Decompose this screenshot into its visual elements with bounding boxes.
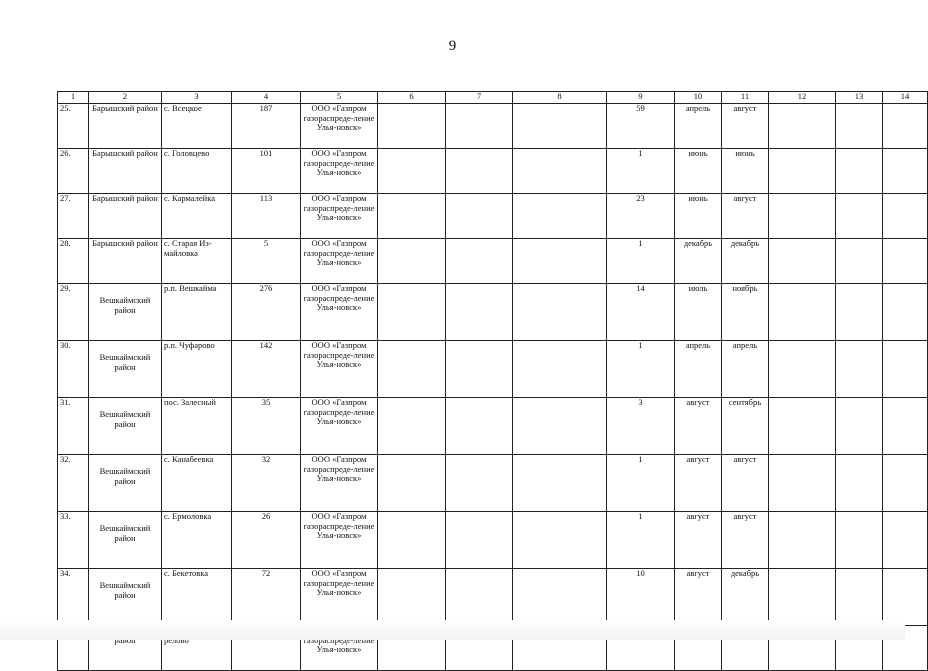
empty-cell-12: [769, 341, 836, 398]
empty-cell-6: [378, 341, 446, 398]
start-month-cell: август: [675, 569, 722, 626]
column-header-3: 3: [162, 92, 232, 104]
empty-cell-8: [513, 398, 607, 455]
empty-cell-13: [836, 239, 883, 284]
organization-cell: ООО «Газпром газораспреде-ление Улья-новск»: [301, 194, 378, 239]
empty-cell-12: [769, 284, 836, 341]
gasification-table: [57, 91, 928, 671]
count-cell: 187: [232, 104, 301, 149]
start-month-cell: июнь: [675, 194, 722, 239]
column-number-row: [58, 92, 928, 104]
empty-cell-13: [836, 455, 883, 512]
district-cell: Барышский район: [89, 149, 162, 194]
empty-cell-6: [378, 104, 446, 149]
empty-cell-8: [513, 284, 607, 341]
column-header-2: 2: [89, 92, 162, 104]
table-row: [58, 569, 928, 626]
empty-cell-13: [836, 398, 883, 455]
settlement-cell: с. Головцево: [162, 149, 232, 194]
count-cell: 101: [232, 149, 301, 194]
column-header-6: 6: [378, 92, 446, 104]
row-number: 30.: [58, 341, 89, 398]
empty-cell-7: [446, 341, 513, 398]
start-month-cell: август: [675, 455, 722, 512]
empty-cell-8: [513, 569, 607, 626]
empty-cell-14: [883, 194, 928, 239]
empty-cell-7: [446, 398, 513, 455]
end-month-cell: сентябрь: [722, 398, 769, 455]
empty-cell-12: [769, 569, 836, 626]
start-month-cell: июль: [675, 284, 722, 341]
organization-cell: ООО «Газпром газораспреде-ление Улья-новск»: [301, 149, 378, 194]
table-row: [58, 512, 928, 569]
organization-cell: ООО «Газпром газораспреде-ление Улья-новск»: [301, 512, 378, 569]
empty-cell-13: [836, 104, 883, 149]
start-month-cell: август: [675, 398, 722, 455]
settlement-cell: с. Канабеевка: [162, 455, 232, 512]
empty-cell-8: [513, 104, 607, 149]
row-number: 34.: [58, 569, 89, 626]
settlement-cell: с. Всецкое: [162, 104, 232, 149]
empty-cell-8: [513, 455, 607, 512]
empty-cell-14: [883, 455, 928, 512]
empty-cell-6: [378, 512, 446, 569]
district-cell: Вешкаймский район: [89, 512, 162, 569]
empty-cell-6: [378, 284, 446, 341]
organization-cell: ООО «Газпром газораспреде-ление Улья-новск»: [301, 239, 378, 284]
empty-cell-14: [883, 512, 928, 569]
column-header-1: 1: [58, 92, 89, 104]
empty-cell-14: [883, 239, 928, 284]
column-header-14: 14: [883, 92, 928, 104]
value-cell-9: 1: [607, 512, 675, 569]
value-cell-9: 14: [607, 284, 675, 341]
column-header-5: 5: [301, 92, 378, 104]
count-cell: 26: [232, 512, 301, 569]
row-number: 31.: [58, 398, 89, 455]
end-month-cell: июнь: [722, 149, 769, 194]
organization-cell: ООО «Газпром газораспреде-ление Улья-новск»: [301, 398, 378, 455]
district-cell: Вешкаймский район: [89, 341, 162, 398]
column-header-4: 4: [232, 92, 301, 104]
value-cell-9: 23: [607, 194, 675, 239]
empty-cell-14: [883, 341, 928, 398]
count-cell: 142: [232, 341, 301, 398]
column-header-11: 11: [722, 92, 769, 104]
empty-cell-6: [378, 149, 446, 194]
district-cell: Вешкаймский район: [89, 398, 162, 455]
empty-cell-6: [378, 455, 446, 512]
settlement-cell: с. Старая Из-майловка: [162, 239, 232, 284]
table-row: [58, 239, 928, 284]
row-number: 28.: [58, 239, 89, 284]
end-month-cell: август: [722, 194, 769, 239]
count-cell: 5: [232, 239, 301, 284]
empty-cell-13: [836, 341, 883, 398]
district-cell: Вешкаймский район: [89, 284, 162, 341]
value-cell-9: 1: [607, 149, 675, 194]
row-number: 27.: [58, 194, 89, 239]
empty-cell-7: [446, 569, 513, 626]
empty-cell-7: [446, 194, 513, 239]
empty-cell-6: [378, 398, 446, 455]
table-row: [58, 104, 928, 149]
settlement-cell: р.п. Вешкайма: [162, 284, 232, 341]
empty-cell-8: [513, 194, 607, 239]
table-row: [58, 341, 928, 398]
value-cell-9: 1: [607, 455, 675, 512]
row-number: 29.: [58, 284, 89, 341]
empty-cell-12: [769, 512, 836, 569]
end-month-cell: декабрь: [722, 239, 769, 284]
value-cell-9: 1: [607, 341, 675, 398]
empty-cell-12: [769, 104, 836, 149]
empty-cell-8: [513, 149, 607, 194]
row-number: 32.: [58, 455, 89, 512]
empty-cell-14: [883, 149, 928, 194]
value-cell-9: 10: [607, 569, 675, 626]
empty-cell-6: [378, 194, 446, 239]
empty-cell-12: [769, 239, 836, 284]
end-month-cell: ноябрь: [722, 284, 769, 341]
empty-cell-6: [378, 569, 446, 626]
end-month-cell: август: [722, 512, 769, 569]
organization-cell: ООО «Газпром газораспреде-ление Улья-новск»: [301, 569, 378, 626]
start-month-cell: апрель: [675, 104, 722, 149]
empty-cell-12: [769, 398, 836, 455]
empty-cell-7: [446, 512, 513, 569]
empty-cell-12: [769, 149, 836, 194]
settlement-cell: с. Кармалейка: [162, 194, 232, 239]
empty-cell-13: [836, 284, 883, 341]
page-number: 9: [448, 38, 457, 54]
empty-cell-7: [446, 149, 513, 194]
table-row: [58, 194, 928, 239]
settlement-cell: р.п. Чуфарово: [162, 341, 232, 398]
empty-cell-14: [883, 284, 928, 341]
settlement-cell: с. Ермоловка: [162, 512, 232, 569]
organization-cell: ООО «Газпром газораспреде-ление Улья-новск»: [301, 455, 378, 512]
value-cell-9: 1: [607, 239, 675, 284]
column-header-13: 13: [836, 92, 883, 104]
empty-cell-7: [446, 104, 513, 149]
end-month-cell: апрель: [722, 341, 769, 398]
empty-cell-7: [446, 239, 513, 284]
district-cell: Барышский район: [89, 239, 162, 284]
empty-cell-8: [513, 341, 607, 398]
row-number: 25.: [58, 104, 89, 149]
end-month-cell: декабрь: [722, 569, 769, 626]
district-cell: Вешкаймский район: [89, 455, 162, 512]
empty-cell-13: [836, 149, 883, 194]
column-header-7: 7: [446, 92, 513, 104]
start-month-cell: апрель: [675, 341, 722, 398]
scan-bottom-edge: [0, 620, 905, 640]
empty-cell-8: [513, 239, 607, 284]
count-cell: 32: [232, 455, 301, 512]
district-cell: Барышский район: [89, 104, 162, 149]
empty-cell-13: [836, 512, 883, 569]
column-header-10: 10: [675, 92, 722, 104]
settlement-cell: пос. Залесный: [162, 398, 232, 455]
district-cell: Барышский район: [89, 194, 162, 239]
empty-cell-13: [836, 569, 883, 626]
count-cell: 276: [232, 284, 301, 341]
end-month-cell: август: [722, 455, 769, 512]
empty-cell-7: [446, 284, 513, 341]
column-header-9: 9: [607, 92, 675, 104]
organization-cell: ООО «Газпром газораспреде-ление Улья-новск»: [301, 341, 378, 398]
table-row: [58, 284, 928, 341]
empty-cell-13: [836, 194, 883, 239]
value-cell-9: 3: [607, 398, 675, 455]
empty-cell-6: [378, 239, 446, 284]
empty-cell-14: [883, 398, 928, 455]
organization-cell: Улья-новск»: [301, 626, 378, 671]
organization-cell: ООО «Газпром газораспреде-ление Улья-новск»: [301, 284, 378, 341]
district-cell: Вешкаймский район: [89, 569, 162, 626]
empty-cell-12: [769, 455, 836, 512]
end-month-cell: август: [722, 104, 769, 149]
start-month-cell: декабрь: [675, 239, 722, 284]
empty-cell-14: [883, 569, 928, 626]
value-cell-9: 59: [607, 104, 675, 149]
start-month-cell: июнь: [675, 149, 722, 194]
row-number: 33.: [58, 512, 89, 569]
count-cell: 72: [232, 569, 301, 626]
empty-cell-14: [883, 104, 928, 149]
table-row: [58, 149, 928, 194]
count-cell: 35: [232, 398, 301, 455]
count-cell: 113: [232, 194, 301, 239]
table-row: [58, 398, 928, 455]
settlement-cell: с. Бекетовка: [162, 569, 232, 626]
table-row: [58, 455, 928, 512]
empty-cell-7: [446, 455, 513, 512]
column-header-12: 12: [769, 92, 836, 104]
empty-cell-12: [769, 194, 836, 239]
column-header-8: 8: [513, 92, 607, 104]
empty-cell-8: [513, 512, 607, 569]
organization-cell: ООО «Газпром газораспреде-ление Улья-новск»: [301, 104, 378, 149]
row-number: 26.: [58, 149, 89, 194]
start-month-cell: август: [675, 512, 722, 569]
